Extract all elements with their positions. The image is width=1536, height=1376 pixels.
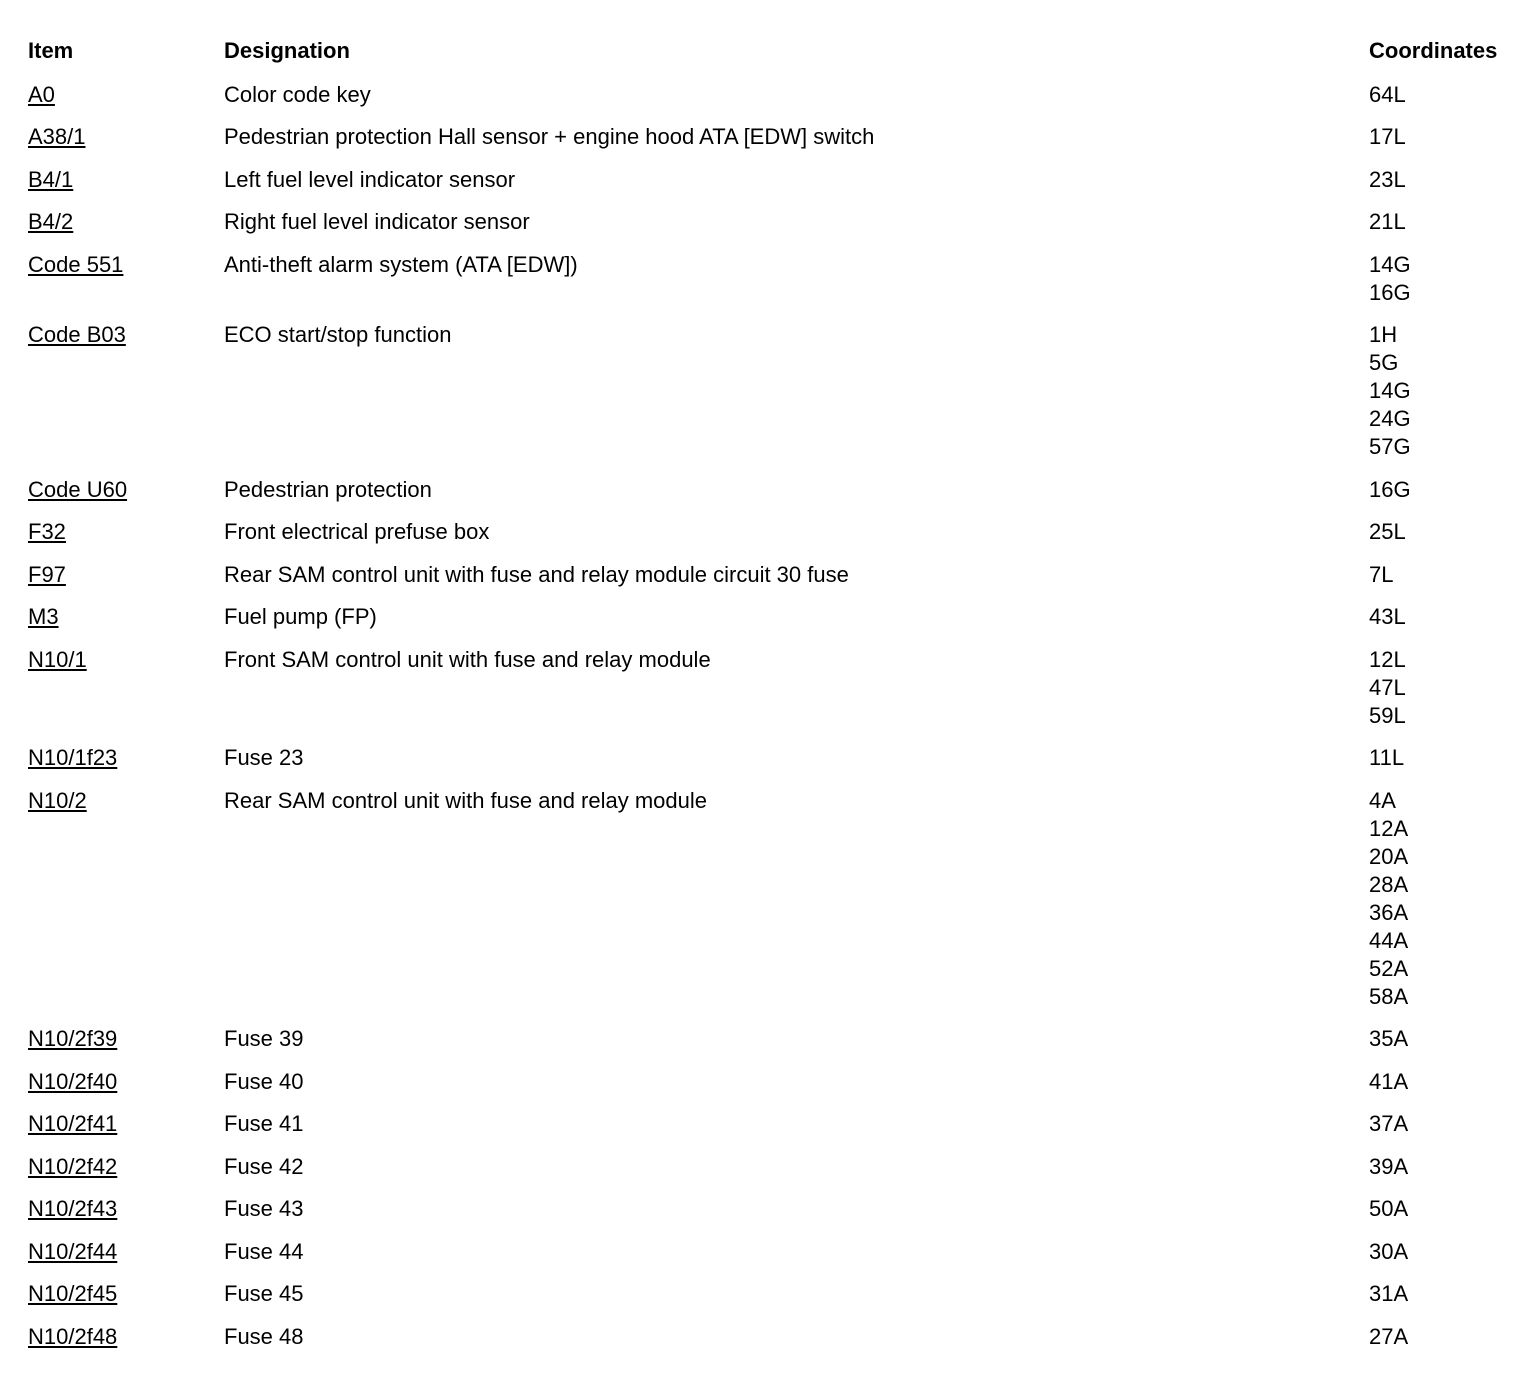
item-cell [28, 81, 224, 109]
coordinate-value: 17L [1369, 124, 1406, 149]
item-link[interactable]: Code U60 [28, 476, 128, 502]
coordinates-cell [1369, 561, 1528, 589]
item-cell [28, 1323, 224, 1351]
designation-cell: Right fuel level indicator sensor [224, 209, 530, 234]
coordinates-cell [1369, 744, 1528, 772]
item-link[interactable]: N10/2f39 [28, 1026, 118, 1051]
coordinate-value: 44A [1369, 927, 1409, 953]
coordinate-value: 35A [1369, 1026, 1409, 1051]
item-link[interactable]: N10/2f44 [28, 1238, 118, 1264]
item-cell [28, 787, 224, 815]
item-link[interactable]: N10/1 [28, 646, 87, 672]
item-link[interactable]: N10/2f40 [28, 1068, 118, 1094]
coordinate-value: 57G [1369, 434, 1411, 459]
designation-cell: ECO start/stop function [224, 322, 452, 347]
coordinates-cell [1369, 1238, 1528, 1266]
coordinate-value: 31A [1369, 1281, 1409, 1306]
table-row [28, 744, 1528, 772]
item-link[interactable]: N10/2f43 [28, 1196, 118, 1221]
coordinate-value: 25L [1369, 519, 1406, 544]
coordinate-value: 39A [1369, 1153, 1409, 1179]
designation-cell: Fuel pump (FP) [224, 604, 377, 629]
item-link[interactable]: Code 551 [28, 251, 124, 277]
item-cell [28, 123, 224, 151]
item-cell [28, 1025, 224, 1053]
item-link[interactable]: N10/2f41 [28, 1111, 118, 1136]
table-row [28, 1068, 1528, 1096]
coordinates-cell [1369, 1153, 1528, 1181]
item-cell [28, 1110, 224, 1138]
item-link[interactable]: A38/1 [28, 124, 86, 149]
coordinates-cell [1369, 123, 1528, 151]
designation-cell: Fuse 39 [224, 1026, 304, 1051]
item-cell [28, 1280, 224, 1308]
coordinate-value: 14G [1369, 378, 1411, 403]
table-row [28, 251, 1528, 307]
designation-cell: Fuse 43 [224, 1196, 304, 1221]
item-cell [28, 321, 224, 349]
designation-cell: Fuse 41 [224, 1111, 304, 1136]
table-row [28, 518, 1528, 546]
table-row [28, 1195, 1528, 1223]
designation-cell: Rear SAM control unit with fuse and relay module [224, 787, 708, 813]
coordinate-value: 59L [1369, 702, 1406, 728]
item-cell [28, 1238, 224, 1266]
coordinate-value: 43L [1369, 604, 1406, 629]
table-row [28, 561, 1528, 589]
coordinate-value: 27A [1369, 1323, 1409, 1349]
coordinate-value: 7L [1369, 561, 1394, 587]
designation-cell: Fuse 48 [224, 1323, 304, 1349]
table-row [28, 123, 1528, 151]
item-link[interactable]: N10/2f45 [28, 1281, 118, 1306]
coordinates-cell [1369, 1280, 1528, 1308]
coordinates-cell [1369, 787, 1528, 1011]
coordinates-cell [1369, 321, 1528, 461]
coordinates-cell [1369, 251, 1528, 307]
coordinate-value: 47L [1369, 674, 1406, 700]
table-row [28, 787, 1528, 1011]
designation-cell: Front SAM control unit with fuse and relay module [224, 646, 711, 672]
item-cell [28, 208, 224, 236]
coordinates-cell [1369, 518, 1528, 546]
designation-cell: Anti-theft alarm system (ATA [EDW]) [224, 251, 578, 277]
coordinates-cell [1369, 1025, 1528, 1053]
designation-cell: Fuse 45 [224, 1281, 304, 1306]
legend-rows [28, 81, 1528, 1351]
coordinate-value: 1H [1369, 322, 1398, 347]
designation-cell: Pedestrian protection [224, 476, 432, 502]
table-row [28, 208, 1528, 236]
coordinate-value: 41A [1369, 1068, 1409, 1094]
item-cell [28, 518, 224, 546]
coordinate-value: 20A [1369, 843, 1409, 869]
designation-cell: Color code key [224, 81, 371, 107]
designation-cell: Front electrical prefuse box [224, 519, 490, 544]
coordinate-value: 50A [1369, 1196, 1409, 1221]
coordinate-value: 23L [1369, 166, 1406, 192]
table-row [28, 81, 1528, 109]
table-row [28, 646, 1528, 730]
item-link[interactable]: N10/2f42 [28, 1153, 118, 1179]
designation-cell: Pedestrian protection Hall sensor + engine hood ATA [EDW] switch [224, 124, 875, 149]
item-link[interactable]: Code B03 [28, 322, 126, 347]
coordinate-value: 12L [1369, 646, 1406, 672]
item-cell [28, 744, 224, 772]
coordinate-value: 5G [1369, 350, 1399, 375]
coordinates-cell [1369, 476, 1528, 504]
coordinate-value: 16G [1369, 476, 1411, 502]
item-link[interactable]: M3 [28, 604, 59, 629]
coordinates-cell [1369, 1195, 1528, 1223]
designation-cell: Fuse 40 [224, 1068, 304, 1094]
coordinates-cell [1369, 1110, 1528, 1138]
table-row [28, 476, 1528, 504]
item-link[interactable]: F97 [28, 561, 66, 587]
table-row [28, 166, 1528, 194]
coordinate-value: 21L [1369, 209, 1406, 234]
item-cell [28, 646, 224, 674]
table-row [28, 1025, 1528, 1053]
item-cell [28, 1068, 224, 1096]
coordinates-cell [1369, 81, 1528, 109]
item-link[interactable]: B4/1 [28, 166, 74, 192]
coordinate-value: 58A [1369, 983, 1409, 1009]
table-row [28, 1280, 1528, 1308]
coordinates-cell [1369, 646, 1528, 730]
item-cell [28, 476, 224, 504]
item-cell [28, 166, 224, 194]
coordinate-value: 24G [1369, 406, 1411, 431]
coordinates-cell [1369, 1323, 1528, 1351]
coordinate-value: 36A [1369, 899, 1409, 925]
item-link[interactable]: N10/1f23 [28, 745, 118, 770]
item-link[interactable]: F32 [28, 519, 66, 544]
table-row [28, 1238, 1528, 1266]
item-link[interactable]: B4/2 [28, 209, 74, 234]
coordinate-value: 16G [1369, 279, 1411, 305]
designation-cell: Fuse 23 [224, 745, 304, 770]
component-legend-table [28, 36, 1528, 1351]
header-row [28, 36, 1528, 66]
table-row [28, 1153, 1528, 1181]
table-row [28, 1110, 1528, 1138]
coordinate-value: 52A [1369, 955, 1409, 981]
item-link[interactable]: N10/2f48 [28, 1323, 118, 1349]
designation-cell: Fuse 42 [224, 1153, 304, 1179]
coordinate-value: 64L [1369, 81, 1406, 107]
item-cell [28, 603, 224, 631]
coordinate-value: 11L [1369, 745, 1405, 770]
item-link[interactable]: N10/2 [28, 787, 87, 813]
designation-cell: Left fuel level indicator sensor [224, 166, 516, 192]
coordinates-cell [1369, 166, 1528, 194]
item-cell [28, 1195, 224, 1223]
item-link[interactable]: A0 [28, 81, 55, 107]
coordinates-cell [1369, 603, 1528, 631]
item-column-header: Item [28, 38, 74, 63]
coordinates-column-header: Coordinates [1369, 38, 1498, 63]
coordinate-value: 4A [1369, 787, 1396, 813]
table-row [28, 1323, 1528, 1351]
coordinate-value: 14G [1369, 251, 1411, 277]
item-cell [28, 561, 224, 589]
coordinate-value: 30A [1369, 1238, 1409, 1264]
table-row [28, 603, 1528, 631]
coordinates-cell [1369, 208, 1528, 236]
coordinate-value: 28A [1369, 871, 1409, 897]
coordinate-value: 37A [1369, 1111, 1409, 1136]
item-cell [28, 251, 224, 279]
coordinate-value: 12A [1369, 815, 1409, 841]
coordinates-cell [1369, 1068, 1528, 1096]
item-cell [28, 1153, 224, 1181]
designation-cell: Fuse 44 [224, 1238, 304, 1264]
designation-column-header: Designation [224, 38, 350, 63]
designation-cell: Rear SAM control unit with fuse and relay module circuit 30 fuse [224, 561, 849, 587]
table-row [28, 321, 1528, 461]
